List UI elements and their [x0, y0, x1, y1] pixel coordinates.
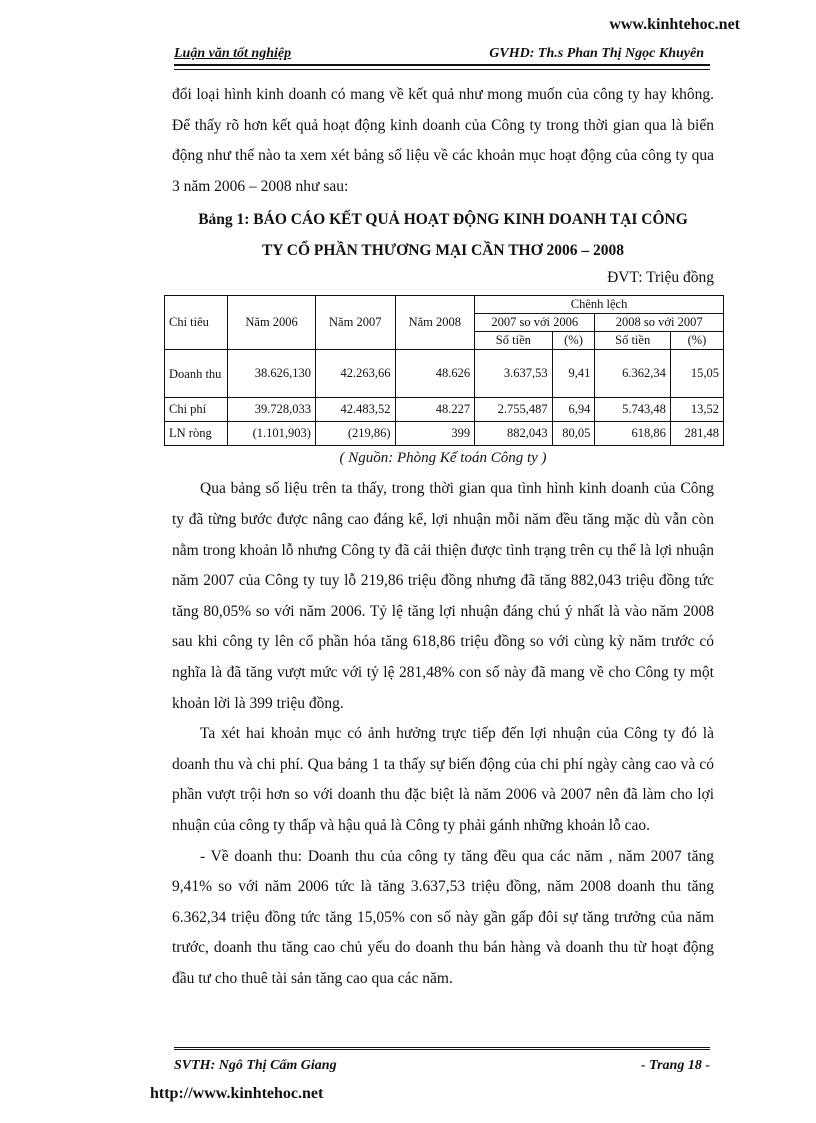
cell-2008: 399 [395, 422, 475, 446]
th-amount-2: Số tiền [595, 332, 670, 350]
table-row-revenue [165, 350, 724, 398]
cell-2007: 42.263,66 [315, 350, 395, 398]
analysis-paragraph-1: Qua bảng số liệu trên ta thấy, trong thời gian qua tình hình kinh doanh của Công ty đã từng bước được nâng cao đáng kể, lợi nhuận mỗi năm đều tăng mặc dù vẫn còn nằm trong khoản lỗ nhưng Công ty đã cải thiện được tình trạng trên cụ thể là lợi nhuận năm 2007 của Công ty tuy lỗ 219,86 triệu đồng nhưng đã tăng 882,043 triệu đồng tức tăng 80,05% so với năm 2006. Tỷ lệ tăng lợi nhuận đáng chú ý nhất là vào năm 2008 sau khi công ty lên cổ phần hóa tăng 618,86 triệu đồng so với cùng kỳ năm trước có nghĩa là đã tăng vượt mức với tỷ lệ 281,48% con số này đã mang về cho Công ty một khoản lời là 399 triệu đồng. [172, 480, 714, 712]
cell-diff-2: 6.362,34 [595, 350, 670, 398]
analysis-paragraph-2: Ta xét hai khoản mục có ảnh hưởng trực tiếp đến lợi nhuận của Công ty đó là doanh thu và chi phí. Qua bảng 1 ta thấy sự biến động của chi phí ngày càng cao và có phần vượt trội hơn so với doanh thu đặc biệt là năm 2006 và 2007 nên đã làm cho lợi nhuận của công ty thấp và hậu quả là Công ty phải gánh những khoản lỗ cao. [172, 725, 714, 834]
cell-diff-2: 5.743,48 [595, 398, 670, 422]
cell-diff-1: 2.755,487 [475, 398, 553, 422]
cell-pct-1: 6,94 [552, 398, 595, 422]
cell-diff-1: 3.637,53 [475, 350, 553, 398]
table-row-cost [165, 398, 724, 422]
cell-name: Chi phí [165, 398, 228, 422]
cell-2006: (1.101,903) [228, 422, 316, 446]
site-url-top[interactable]: www.kinhtehoc.net [609, 16, 740, 33]
cell-2008: 48.227 [395, 398, 475, 422]
revenue-paragraph: - Về doanh thu: Doanh thu của công ty tăng đều qua các năm , năm 2007 tăng 9,41% so với năm 2006 tức là tăng 3.637,53 triệu đồng, năm 2008 doanh thu tăng 6.362,34 triệu đồng tức tăng 15,05% con số này gần gấp đôi sự tăng trưởng của năm trước, doanh thu tăng cao chủ yếu do doanh thu bán hàng và doanh thu từ hoạt động đầu tư cho thuê tài sản tăng cao qua các năm. [172, 847, 714, 987]
cell-2008: 48.626 [395, 350, 475, 398]
site-url-bottom[interactable]: http://www.kinhtehoc.net [150, 1085, 324, 1102]
table-title [172, 204, 714, 266]
cell-pct-1: 80,05 [552, 422, 595, 446]
cell-name: LN ròng [165, 422, 228, 446]
cell-2007: 42.483,52 [315, 398, 395, 422]
footer-student: SVTH: Ngô Thị Cẩm Giang [174, 1058, 337, 1073]
unit-label: ĐVT: Triệu đồng [607, 269, 714, 287]
cell-diff-1: 882,043 [475, 422, 553, 446]
th-indicator: Chỉ tiêu [165, 296, 228, 350]
footer-page-number: - Trang 18 - [640, 1058, 710, 1073]
th-2008: Năm 2008 [395, 296, 475, 350]
th-2006: Năm 2006 [228, 296, 316, 350]
table-title-line-2: TY CỔ PHẦN THƯƠNG MẠI CẦN THƠ 2006 – 2008 [261, 242, 625, 260]
th-pct-2: (%) [670, 332, 723, 350]
cell-2006: 39.728,033 [228, 398, 316, 422]
header-divider [174, 69, 710, 70]
cell-diff-2: 618,86 [595, 422, 670, 446]
results-table [164, 295, 724, 446]
th-2007-vs-2006: 2007 so với 2006 [475, 314, 595, 332]
page-header [174, 44, 710, 66]
cell-pct-2: 13,52 [670, 398, 723, 422]
th-difference: Chênh lệch [475, 296, 724, 314]
table-title-line-1: Bảng 1: BÁO CÁO KẾT QUẢ HOẠT ĐỘNG KINH DOANH TẠI CÔNG [198, 211, 688, 229]
cell-pct-2: 15,05 [670, 350, 723, 398]
table-row-net-profit [165, 422, 724, 446]
th-2007: Năm 2007 [315, 296, 395, 350]
th-2008-vs-2007: 2008 so với 2007 [595, 314, 724, 332]
cell-2006: 38.626,130 [228, 350, 316, 398]
page-body [169, 80, 719, 994]
th-pct-1: (%) [552, 332, 595, 350]
page-footer [174, 1047, 710, 1076]
cell-name: Doanh thu [165, 350, 228, 398]
cell-2007: (219,86) [315, 422, 395, 446]
header-thesis-label: Luận văn tốt nghiệp [174, 46, 292, 61]
header-supervisor: GVHD: Th.s Phan Thị Ngọc Khuyên [489, 46, 704, 61]
cell-pct-2: 281,48 [670, 422, 723, 446]
intro-paragraph: đổi loại hình kinh doanh có mang về kết quả như mong muốn của công ty hay không. Để thấy rõ hơn kết quả hoạt động kinh doanh của Công ty trong thời gian qua là biến động như thế nào ta xem xét bảng số liệu về các khoản mục hoạt động của công ty qua 3 năm 2006 – 2008 như sau: [172, 86, 714, 195]
table-source: ( Nguồn: Phòng Kế toán Công ty ) [339, 450, 547, 467]
cell-pct-1: 9,41 [552, 350, 595, 398]
th-amount-1: Số tiền [475, 332, 553, 350]
